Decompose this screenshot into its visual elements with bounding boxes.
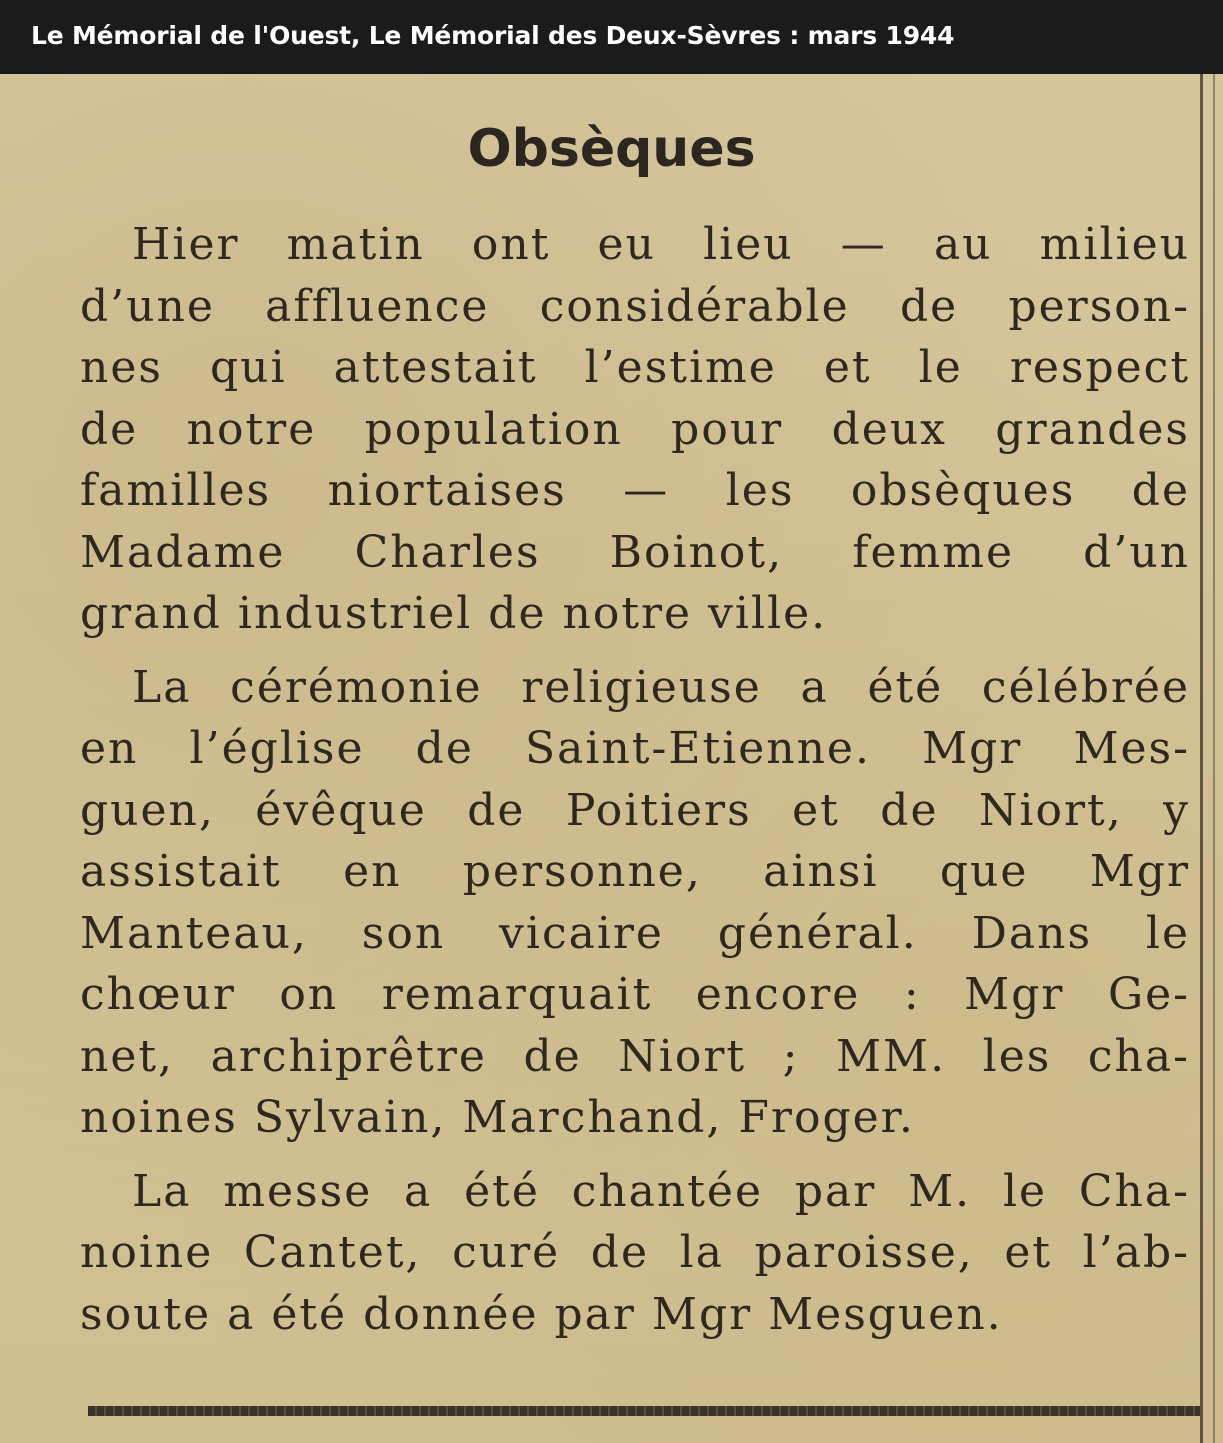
text-line: assistait en personne, ainsi que Mgr	[80, 846, 1190, 897]
text-line: La messe a été chantée par M. le Cha-	[132, 1165, 1190, 1217]
text-line: net, archiprêtre de Niort ; MM. les cha-	[80, 1030, 1190, 1082]
paragraph-2	[80, 657, 1190, 1149]
text-line: noine Cantet, curé de la paroisse, et l’ab-	[80, 1227, 1190, 1278]
column-rule-secondary	[1213, 74, 1215, 1443]
text-line: chœur on remarquait encore : Mgr Ge-	[80, 969, 1190, 1020]
text-line: soute a été donnée par Mgr Mesguen.	[80, 1288, 1003, 1340]
newspaper-clipping	[0, 74, 1223, 1443]
text-line: en l’église de Saint-Etienne. Mgr Mes-	[80, 723, 1190, 774]
section-divider	[88, 1406, 1200, 1416]
text-line: de notre population pour deux grandes	[80, 403, 1190, 455]
paragraph-3	[80, 1161, 1190, 1346]
text-line: Manteau, son vicaire général. Dans le	[80, 907, 1190, 959]
text-line: La cérémonie religieuse a été célébrée	[132, 661, 1190, 713]
text-line: nes qui attestait l’estime et le respect	[80, 342, 1190, 393]
title-bar	[0, 0, 1223, 74]
column-rule	[1200, 74, 1203, 1443]
article-body	[80, 214, 1190, 1345]
article-headline: Obsèques	[467, 119, 756, 179]
text-line: d’une affluence considérable de person-	[80, 280, 1190, 332]
text-line: guen, évêque de Poitiers et de Niort, y	[80, 784, 1190, 836]
text-line: grand industriel de notre ville.	[80, 588, 828, 639]
text-line: Hier matin ont eu lieu — au milieu	[132, 219, 1190, 270]
paragraph-1	[80, 214, 1190, 645]
text-line: Madame Charles Boinot, femme d’un	[80, 526, 1190, 578]
text-line: familles niortaises — les obsèques de	[80, 465, 1190, 516]
window-title: Le Mémorial de l'Ouest, Le Mémorial des Deux-Sèvres : mars 1944	[31, 21, 955, 50]
text-line: noines Sylvain, Marchand, Froger.	[80, 1092, 915, 1143]
